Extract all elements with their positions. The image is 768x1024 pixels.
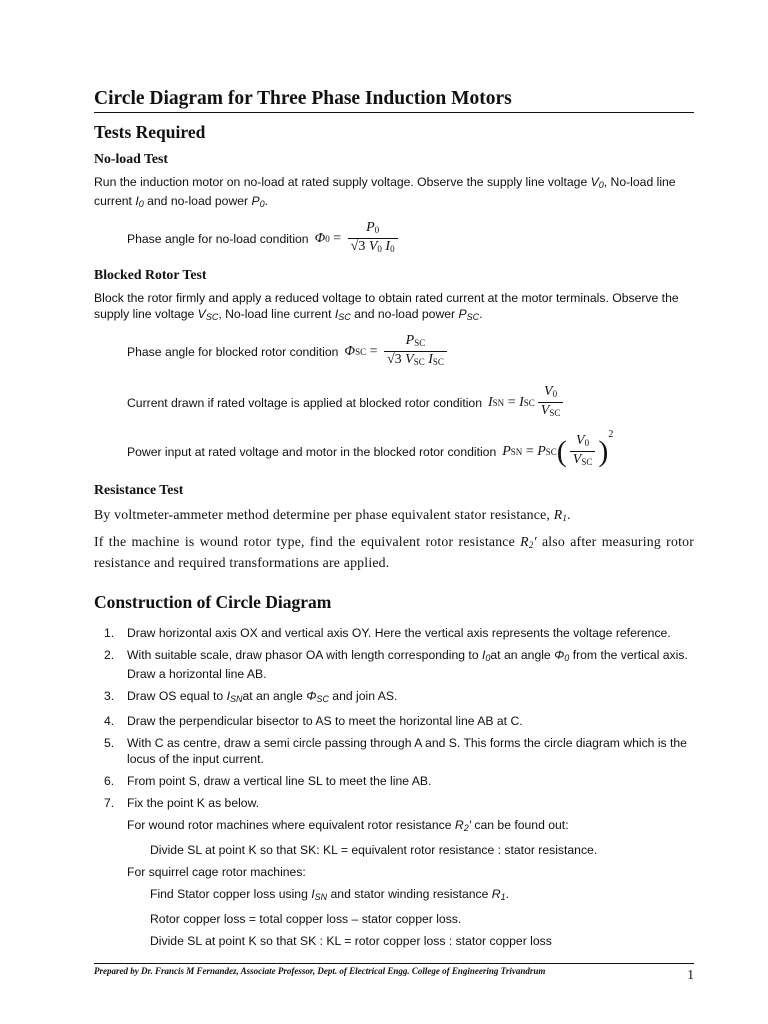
blocked-paragraph: Block the rotor firmly and apply a reduced voltage to obtain rated current at the motor terminals. Observe the supply line voltage $V_{SC}$, No-load line current $I_{SC}$ and no-load power $P_{SC}$. — [94, 291, 679, 322]
blocked-phase-formula: Phase angle for blocked rotor condition Φ SC = $P_{SC}$ √ 3 $V_{SC}$ $I_{SC}$ — [127, 333, 694, 370]
page-footer — [94, 963, 694, 983]
list-item: 5. With C as centre, draw a semi circle passing through A and S. This forms the circle diagram which is the locus of the input current. — [104, 736, 687, 766]
document-page — [94, 86, 694, 955]
footer-credit: Prepared by Dr. Francis M Fernandez, Associate Professor, Dept. of Electrical Engg. College of Engineering Trivandrum — [94, 966, 546, 976]
squirrel-step-1: Find Stator copper loss using $I_{SN}$ and stator winding resistance $R_1$. — [150, 887, 509, 902]
list-item: 4. Draw the perpendicular bisector to AS to meet the horizontal line AB at C. — [104, 714, 523, 728]
squirrel-cage-note: For squirrel cage rotor machines: — [127, 865, 306, 879]
construction-heading: Construction of Circle Diagram — [94, 592, 332, 612]
blocked-power-formula: Power input at rated voltage and motor in the blocked rotor condition P SN = P SC ( $\frac{V_0}{V_{SC}}$ ) 2 — [127, 433, 694, 470]
list-item: 1. Draw horizontal axis OX and vertical axis OY. Here the vertical axis represents the voltage reference. — [104, 626, 671, 640]
page-number: 1 — [687, 967, 694, 982]
blocked-heading: Blocked Rotor Test — [94, 267, 207, 282]
squirrel-step-3: Divide SL at point K so that SK : KL = rotor copper loss : stator copper loss — [150, 934, 552, 948]
list-item: 2. With suitable scale, draw phasor OA with length corresponding to $I_0at$ an angle $\Phi_0$ from the vertical axis. Draw a horizontal line AB. — [104, 648, 688, 681]
wound-rotor-divide: Divide SL at point K so that SK: KL = equivalent rotor resistance : stator resistance. — [150, 843, 598, 857]
squirrel-step-2: Rotor copper loss = total copper loss – stator copper loss. — [150, 912, 462, 926]
resistance-paragraph-2: If the machine is wound rotor type, find the equivalent rotor resistance $R_2'$ also after measuring rotor resistance and required transformations are applied. — [94, 534, 695, 570]
noload-heading: No-load Test — [94, 151, 168, 166]
list-item: 6. From point S, draw a vertical line SL to meet the line AB. — [104, 774, 432, 788]
title-divider — [94, 112, 694, 113]
page-title: Circle Diagram for Three Phase Induction Motors — [94, 88, 512, 109]
wound-rotor-note: For wound rotor machines where equivalent rotor resistance $R_2'$ can be found out: — [127, 818, 569, 833]
list-item: 3. Draw OS equal to $I_{SN}at$ an angle $\Phi_{SC}$ and join AS. — [104, 689, 398, 704]
noload-paragraph: Run the induction motor on no-load at rated supply voltage. Observe the supply line voltage $V_0$, No-load line current $I_0$ and no-load power $P_0$. — [94, 175, 676, 209]
resistance-heading: Resistance Test — [94, 482, 184, 497]
construction-steps — [94, 625, 694, 811]
tests-heading: Tests Required — [94, 122, 206, 142]
blocked-current-formula: Current drawn if rated voltage is applied at blocked rotor condition I SN = I SC $\frac{V_0}{V_{SC}}$ — [127, 384, 694, 421]
resistance-paragraph-1: By voltmeter-ammeter method determine per phase equivalent stator resistance, $R_1$. — [94, 507, 571, 523]
list-item: 7. Fix the point K as below. — [104, 796, 260, 810]
noload-phase-formula: Phase angle for no-load condition Φ 0 = $P_0$ √ 3 $V_0$ $I_0$ — [127, 220, 694, 257]
